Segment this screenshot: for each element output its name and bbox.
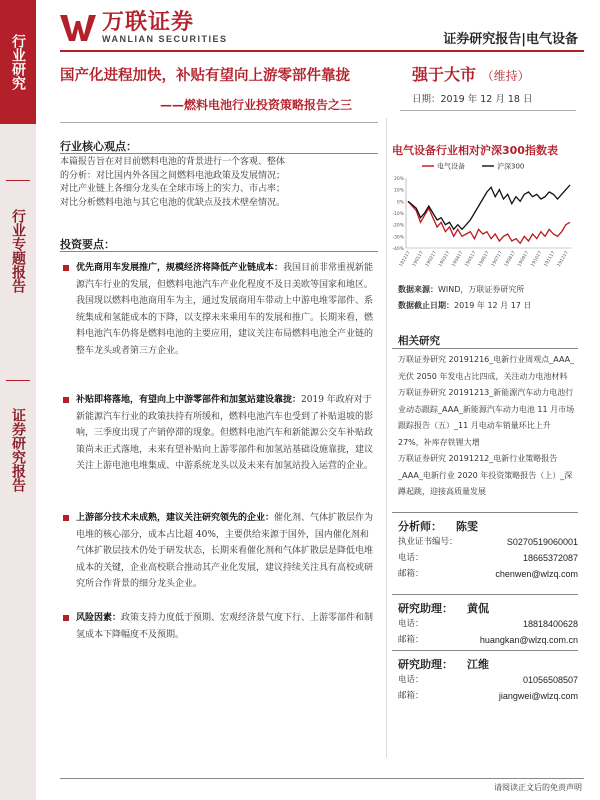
related-research-list bbox=[398, 352, 578, 501]
related-research-heading: 相关研究 bbox=[398, 335, 440, 347]
y-tick-label: 20% bbox=[393, 177, 404, 182]
bullet-text: 催化剂、气体扩散层作为电堆的核心部分，成本占比超 40%，主要供给来源于国外，国内催化剂和气体扩散层技术仍处于研发状态，长期来看催化剂和气体扩散层是降低电堆成本的关键，企业高校联合推动其产业化发展，建议持续关注具有高校或研究所合作背景的细分龙头企业。 bbox=[76, 513, 374, 589]
bullet-text: 政策支持力度低于预期、宏观经济景气度下行、上游零部件和制氢成本下降幅度不及预期。 bbox=[76, 613, 374, 640]
core-views-text bbox=[60, 156, 378, 210]
bullet-text: 2019 年政府对于新能源汽车行业的政策扶持有所缓和，燃料电池汽车也受到了补贴退坡的影响，三季度出现了产销停滞的现象。但燃料电池汽车和新能源公交车补贴政策尚未正式落地，未来有望补贴向上游零部件和加氢站基础设施靠拢，建议关注上游电池电堆集成、中游系统龙头以及未来有加氢站投入运营的企业。 bbox=[76, 395, 374, 471]
assistant-email[interactable]: huangkan@wlzq.com.cn bbox=[479, 635, 578, 645]
sidebar-label-securities-report: 证券研究报告 bbox=[10, 408, 26, 492]
x-tick-label: 190317 bbox=[438, 250, 452, 268]
bullet-marker bbox=[63, 397, 69, 403]
analyst-divider bbox=[392, 650, 578, 651]
analyst-block bbox=[398, 518, 578, 582]
logo-english-name: WANLIAN SECURITIES bbox=[102, 34, 228, 44]
assistant-role: 研究助理： bbox=[398, 602, 453, 615]
investment-points-divider bbox=[60, 251, 378, 252]
x-tick-label: 191017 bbox=[530, 250, 544, 268]
x-tick-label: 190817 bbox=[504, 250, 518, 268]
related-research-item[interactable]: 万联证券研究 20191213_新能源汽车动力电池行业动态跟踪_AAA_新能源汽车动力电池 11 月市场跟踪报告（五）_11 月电动车销量环比上升 27%，补库存铁锂大增 bbox=[398, 388, 575, 447]
assistant-row bbox=[398, 688, 578, 704]
investment-bullet bbox=[76, 510, 376, 593]
sidebar-label-topic-report: 行业专题报告 bbox=[10, 209, 26, 293]
data-deadline-value: 2019 年 12 月 17 日 bbox=[454, 301, 532, 310]
wanlian-logo-icon bbox=[60, 13, 96, 43]
assistant-name: 黄侃 bbox=[467, 602, 489, 615]
assistant-role: 研究助理： bbox=[398, 658, 453, 671]
report-type: 证券研究报告|电气设备 bbox=[443, 32, 578, 47]
x-tick-label: 190417 bbox=[451, 250, 465, 268]
sidebar-divider bbox=[6, 380, 30, 381]
logo-chinese-name: 万联证券 bbox=[102, 10, 195, 35]
rating-divider bbox=[400, 110, 576, 111]
data-source bbox=[398, 284, 524, 295]
assistant-phone: 18818400628 bbox=[522, 619, 578, 629]
data-source-label: 数据来源： bbox=[398, 285, 438, 294]
relative-index-chart bbox=[392, 158, 578, 278]
bullet-marker bbox=[63, 615, 69, 621]
y-tick-label: -40% bbox=[392, 247, 404, 252]
bullet-text: 我国目前非常重视新能源汽车行业的发展，但燃料电池汽车产业化程度不及日美欧等国家和地区。我国现以燃料电池商用车为主，通过发展商用车带动上中游电堆零部件、系统集成和氢能成本的下降，以支撑未来乘用车的发展和推广。长期来看，燃料电池汽车仍将是燃料电池的主要应用，建议关注布局燃料电池全产业链的整车龙头或者第三方企业。 bbox=[76, 263, 374, 356]
assistant-phone: 01056508507 bbox=[522, 675, 578, 685]
related-research-item[interactable]: 万联证券研究 20191212_电新行业策略报告_AAA_电新行业 2020 年投资策略报告（上）_深蹲起跳，迎接高质量发展 bbox=[398, 454, 573, 496]
bullet-bold: 上游部分技术未成熟，建议关注研究领先的企业： bbox=[76, 513, 275, 523]
y-tick-label: -10% bbox=[392, 212, 404, 217]
series-line bbox=[408, 201, 570, 243]
analyst-field-label: 执业证书编号： bbox=[398, 537, 458, 547]
company-logo bbox=[60, 12, 228, 44]
assistant-name: 江维 bbox=[467, 658, 489, 671]
sidebar-label-industry-research: 行业研究 bbox=[0, 0, 36, 124]
bullet-bold: 风险因素： bbox=[76, 613, 122, 623]
y-tick-label: -30% bbox=[392, 235, 404, 241]
analyst-name: 陈雯 bbox=[456, 520, 478, 533]
x-tick-label: 190717 bbox=[490, 250, 504, 268]
y-tick-label: -20% bbox=[392, 223, 404, 229]
bullet-bold: 补贴即将落地，有望向上中游零部件和加氢站建设靠拢： bbox=[76, 395, 302, 405]
investment-bullet bbox=[76, 610, 376, 643]
analyst-email[interactable]: chenwen@wlzq.com bbox=[495, 569, 578, 579]
rating-sub: （维持） bbox=[481, 69, 530, 83]
x-tick-label: 190117 bbox=[411, 250, 425, 268]
assistant-row bbox=[398, 616, 578, 632]
analyst-role: 分析师： bbox=[398, 520, 442, 533]
bullet-marker bbox=[63, 265, 69, 271]
core-line: 对比产业链上各细分龙头在全球市场上的实力、市占率； bbox=[60, 184, 286, 194]
legend-entry: 沪深300 bbox=[497, 162, 525, 171]
core-line: 的分析：对比国内外各国之间燃料电池政策及发展情况； bbox=[60, 170, 286, 181]
x-tick-label: 190517 bbox=[464, 250, 478, 268]
x-tick-label: 190217 bbox=[425, 250, 439, 268]
analyst-field-label: 邮箱： bbox=[398, 569, 424, 579]
x-tick-label: 191217 bbox=[556, 250, 570, 268]
data-deadline-label: 数据截止日期： bbox=[398, 301, 454, 310]
analyst-divider bbox=[392, 594, 578, 595]
core-line: 对比分析燃料电池与其它电池的优缺点及技术壁垒情况。 bbox=[60, 197, 286, 208]
analyst-divider bbox=[392, 512, 578, 513]
assistant-block bbox=[398, 600, 578, 648]
chart-title: 电气设备行业相对沪深300指数表 bbox=[392, 144, 558, 157]
analyst-phone: 18665372087 bbox=[522, 553, 578, 563]
x-tick-label: 190617 bbox=[477, 250, 491, 268]
header-divider bbox=[60, 50, 584, 52]
rating-main: 强于大市 bbox=[412, 65, 477, 84]
assistant-field-label: 邮箱： bbox=[398, 691, 424, 701]
analyst-row bbox=[398, 534, 578, 550]
bullet-marker bbox=[63, 515, 69, 521]
analyst-field-label: 电话： bbox=[398, 553, 424, 563]
core-line: 本篇报告旨在对目前燃料电池的背景进行一个客观、整体 bbox=[60, 157, 286, 167]
report-title: 国产化进程加快，补贴有望向上游零部件靠拢 bbox=[60, 68, 350, 84]
assistant-field-label: 电话： bbox=[398, 675, 424, 685]
y-tick-label: 10% bbox=[393, 188, 404, 194]
data-deadline bbox=[398, 300, 531, 311]
assistant-email[interactable]: jiangwei@wlzq.com bbox=[498, 691, 578, 701]
x-tick-label: 191117 bbox=[543, 250, 557, 268]
related-research-divider bbox=[392, 348, 578, 349]
report-subtitle: ——燃料电池行业投资策略报告之三 bbox=[160, 98, 353, 112]
analyst-license: S0270519060001 bbox=[506, 537, 578, 547]
core-views-heading: 行业核心观点： bbox=[60, 140, 137, 153]
analyst-row bbox=[398, 550, 578, 566]
investment-bullet bbox=[76, 392, 376, 475]
investment-points-heading: 投资要点： bbox=[60, 238, 115, 251]
assistant-block bbox=[398, 656, 578, 704]
analyst-row bbox=[398, 566, 578, 582]
investment-bullet bbox=[76, 260, 376, 359]
assistant-field-label: 电话： bbox=[398, 619, 424, 629]
report-date: 日期：2019 年 12 月 18 日 bbox=[412, 94, 533, 105]
rating bbox=[412, 62, 530, 85]
sidebar-divider bbox=[6, 180, 30, 181]
assistant-row bbox=[398, 632, 578, 648]
related-research-item[interactable]: 万联证券研究 20191216_电新行业周观点_AAA_光伏 2050 年发电占比四成，关注动力电池材料 bbox=[398, 355, 575, 381]
x-tick-label: 181217 bbox=[398, 250, 412, 268]
footer-divider bbox=[60, 778, 584, 779]
assistant-field-label: 邮箱： bbox=[398, 635, 424, 645]
x-tick-label: 190917 bbox=[517, 250, 531, 268]
y-tick-label: 0% bbox=[396, 200, 404, 206]
disclaimer-note: 请阅读正文后的免责声明 bbox=[494, 783, 582, 792]
column-divider bbox=[386, 118, 387, 758]
legend-entry: 电气设备 bbox=[437, 162, 465, 171]
assistant-row bbox=[398, 672, 578, 688]
bullet-bold: 优先商用车发展推广，规模经济将降低产业链成本： bbox=[76, 263, 284, 273]
series-line bbox=[408, 185, 570, 229]
data-source-value: WIND，万联证券研究所 bbox=[438, 285, 525, 294]
core-views-divider bbox=[60, 153, 378, 154]
title-divider bbox=[60, 122, 378, 123]
